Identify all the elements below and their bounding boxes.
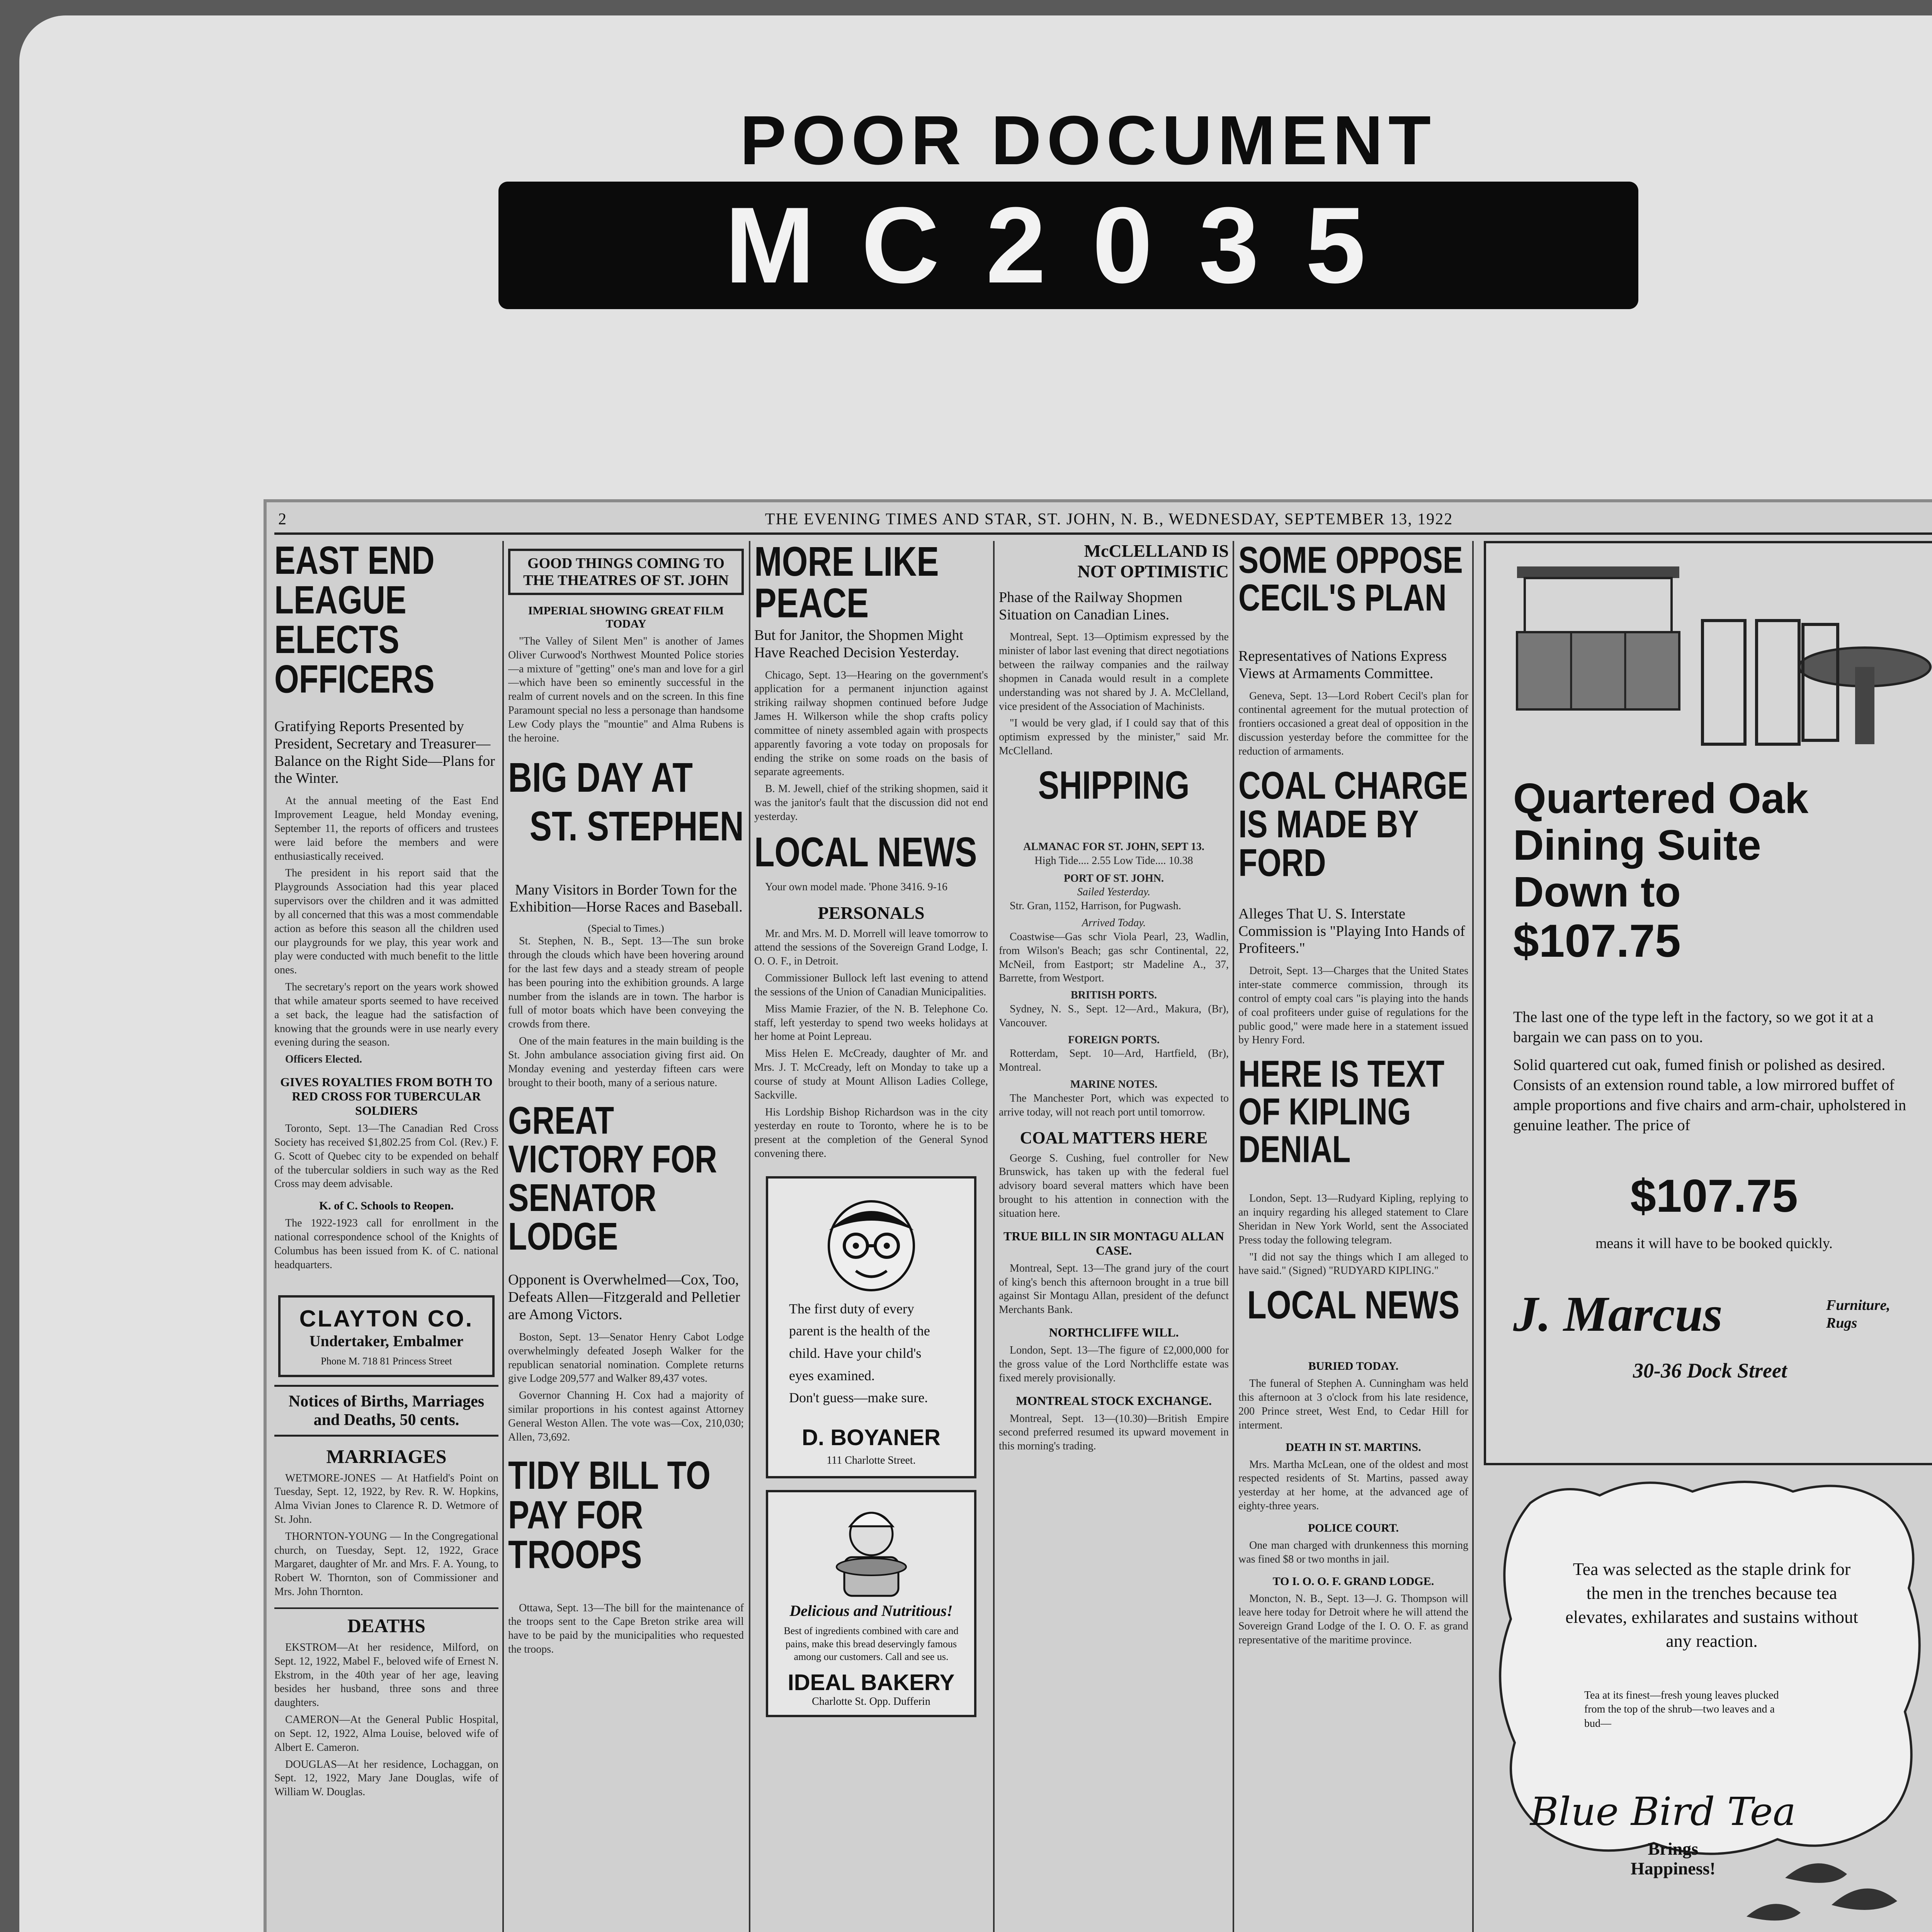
paragraph: One of the main features in the main building is the St. John ambulance association giving first aid. On Monday evening and yesterday fifteen cars were brought to their booth, many of a serious nature. [508,1035,744,1089]
paragraph: Sydney, N. S., Sept. 12—Ard., Makura, (Br), Vancouver. [999,1003,1229,1029]
headline-buried-today: BURIED TODAY. [1308,1360,1399,1373]
masthead [267,510,1932,529]
paragraph: Geneva, Sept. 13—Lord Robert Cecil's plan for continental agreement for the mutual protection of frontiers occasioned a great deal of opposition in the discussion yesterday before the committee for the reduction of armaments. [1238,690,1468,757]
headline-death-st-martins: DEATH IN ST. MARTINS. [1286,1440,1421,1454]
blue-bird-tea-ad [1484,1472,1932,1932]
column-rule [749,541,750,1932]
headline-big-day: BIG DAY AT [508,754,693,801]
bakery-text: Best of ingredients combined with care and pains, make this bread deservingly famous among our customers. Call and see us. [784,1625,959,1663]
tide-table: High Tide.... 2.55 Low Tide.... 10.38 [1034,854,1193,867]
paragraph: Detroit, Sept. 13—Charges that the United States inter-state commerce commission, through its control of empty coal cars "is playing into the hands of coal profiteers under guise of regulations for the public good," were made here in a statement issued by Henry Ford. [1238,965,1468,1046]
marcus-ad [1484,541,1932,1465]
tea-brand: Blue Bird Tea [1530,1789,1796,1834]
paragraph: Governor Channing H. Cox had a majority of similar proportions in his contest against Attorney General Weston Allen. The vote was—Cox, 210,030; Allen, 73,692. [508,1389,744,1443]
ideal-bakery-ad [766,1490,976,1717]
subheading: Officers Elected. [285,1053,362,1066]
title-line: Dining Suite [1513,821,1761,869]
paragraph: His Lordship Bishop Richardson was in the city yesterday en route to Toronto, where he is to be present at the completion of the General Synod convening there. [754,1106,988,1160]
reel-number: MC2035 [498,182,1638,309]
headline-kofc: K. of C. Schools to Reopen. [319,1199,454,1213]
deck-mcclelland: Phase of the Railway Shopmen Situation on Canadian Lines. [999,589,1182,623]
headline-tidy-bill: TIDY BILL TO PAY FOR TROOPS [508,1453,711,1577]
paragraph: At the annual meeting of the East End Improvement League, held Monday evening, September 11, the reports of officers and trustees were laid before the members and were enthusiastically received. [274,795,498,862]
headline-mcclelland [999,541,1229,582]
paragraph: Mrs. Martha McLean, one of the oldest and most respected residents of St. Martins, passed away yesterday at her home, at the advanced age of eighty-three years. [1238,1458,1468,1512]
marine-notes-heading: MARINE NOTES. [1070,1078,1158,1091]
marcus-category: Rugs [1826,1315,1857,1331]
marcus-price-2: $107.75 [1630,1170,1798,1222]
paragraph: London, Sept. 13—Rudyard Kipling, replying to an inquiry regarding his alleged statement to Clare Sheridan in New York World, sent the Associated Press today the following telegram. [1238,1192,1468,1246]
sailed-label: Sailed Yesterday. [1077,886,1151,898]
local-item: Your own model made. 'Phone 3416. 9-16 [765,881,947,893]
paragraph: The secretary's report on the years work showed that while amateur sports seemed to have received a set back, the league had the satisfaction of knowing that the grounds were in use nearly every evening during the season. [274,981,498,1049]
deck-cecil-plan: Representatives of Nations Express Views at Armaments Committee. [1238,648,1447,682]
headline-coal-matters: COAL MATTERS HERE [1020,1128,1208,1147]
death-notice: DOUGLAS—At her residence, Lochaggan, on Sept. 12, 1922, Mary Jane Douglas, wife of William W. Douglas. [274,1758,498,1798]
clayton-subtitle: Undertaker, Embalmer [309,1332,464,1350]
paragraph: "I would be very glad, if I could say that of this optimism expressed by the minister," said Mr. McClelland. [999,717,1229,757]
column-rule [993,541,995,1932]
death-notice: CAMERON—At the General Public Hospital, on Sept. 12, 1922, Alma Louise, beloved wife of Albert E. Cameron. [274,1714,498,1753]
almanac-heading: ALMANAC FOR ST. JOHN, SEPT 13. [1023,840,1204,853]
port-heading: PORT OF ST. JOHN. [1063,872,1164,884]
theatres-box-heading: GOOD THINGS COMING TO THE THEATRES OF ST. JOHN [508,549,744,595]
headline-line: NOT OPTIMISTIC [1077,561,1229,581]
paragraph: Montreal, Sept. 13—Optimism expressed by the minister of labor last evening that direct negotiations between the railway companies and the railway shopmen in Canada would result in a complete understanding was not shared by J. A. McClelland, vice president of the Association of Machinists. [999,631,1229,713]
headline-east-end-league: EAST END LEAGUE ELECTS OFFICERS [274,541,435,701]
notices-rate: Notices of Births, Marriages and Deaths, 50 cents. [274,1385,498,1437]
boyaner-line: parent is the health of the [789,1323,930,1339]
column-rule [1472,541,1474,1932]
paragraph: Toronto, Sept. 13—The Canadian Red Cross Society has received $1,802.25 from Col. (Rev.) F. G. Scott of Quebec city to be expended on behalf of the tubercular soldiers in such way as the Red Cross may deem advisable. [274,1122,498,1190]
clayton-ad [278,1295,495,1377]
imperial-heading: IMPERIAL SHOWING GREAT FILM TODAY [528,604,724,630]
paragraph: Miss Mamie Frazier, of the N. B. Telephone Co. staff, left yesterday to spend two weeks holidays at her home at Point Lepreau. [754,1003,988,1043]
paragraph: Chicago, Sept. 13—Hearing on the government's application for a permanent injunction against striking railway shopmen continued before Judge James H. Wilkerson while the shop crafts policy committee of ninety assembled again with prospects apparently favoring a vote today on proposals for ending the strike on some roads on the basis of separate agreements. [754,669,988,778]
paragraph: Montreal, Sept. 13—(10.30)—British Empire second preferred resumed its upward movement in this morning's trading. [999,1412,1229,1452]
marcus-category: Furniture, [1826,1297,1890,1313]
paragraph: Str. Gran, 1152, Harrison, for Pugwash. [1010,900,1181,912]
special-to-times: (Special to Times.) [588,923,664,934]
marcus-title [1513,775,1808,966]
paragraph: Coastwise—Gas schr Viola Pearl, 23, Wadlin, from Wilson's Beach; gas schr Continental, 22, McNeil, from Eastport; str Madeline A., 37, Barrette, from Westport. [999,930,1229,985]
bakery-address: Charlotte St. Opp. Dufferin [812,1696,930,1708]
tea-text: Tea was selected as the staple drink for the men in the trenches because tea elevates, exhilarates and sustains without any reaction. [1565,1559,1858,1651]
deaths-heading: DEATHS [274,1607,498,1637]
newspaper-page [267,502,1932,1932]
column-3 [754,541,988,1932]
deck-lodge-victory: Opponent is Overwhelmed—Cox, Too, Defeats Allen—Fitzgerald and Pelletier are Among Victors. [508,1272,740,1323]
headline-northcliffe: NORTHCLIFFE WILL. [1049,1325,1179,1340]
headline-local-news-2: LOCAL NEWS [1247,1283,1460,1327]
boyaner-address: 111 Charlotte Street. [827,1454,916,1466]
tea-small-text: Tea at its finest—fresh young leaves plucked from the top of the shrub—two leaves and a bud— [1584,1689,1779,1730]
headline-shipping: SHIPPING [1038,763,1190,808]
arrived-label: Arrived Today. [1082,917,1146,929]
marcus-paragraph: Solid quartered cut oak, fumed finish or polished as desired. Consists of an extension round table, a low mirrored buffet of ample proportions and five chairs and arm-chair, upholstered in genuine leather. The price of [1513,1056,1906,1134]
bakery-tagline: Delicious and Nutritious! [789,1602,953,1619]
marcus-paragraph: The last one of the type left in the factory, so we got it at a bargain we can pass on to you. [1513,1008,1874,1046]
paragraph: Boston, Sept. 13—Senator Henry Cabot Lodge overwhelmingly defeated Joseph Walker for the republican senatorial nomination. Complete returns give Lodge 209,577 and Walker 89,437 votes. [508,1331,744,1385]
headline-police-court: POLICE COURT. [1308,1521,1399,1534]
paragraph: The 1922-1923 call for enrollment in the national correspondence school of the Knights of Columbus has been issued from K. of C. national headquarters. [274,1217,498,1271]
headline-local-news: LOCAL NEWS [754,829,977,876]
marcus-price: $107.75 [1513,915,1681,967]
boyaner-line: Don't guess—make sure. [789,1390,928,1406]
marcus-note: means it will have to be booked quickly. [1595,1235,1833,1252]
headline-kipling-denial: HERE IS TEXT OF KIPLING DENIAL [1238,1053,1445,1170]
paragraph: The funeral of Stephen A. Cunningham was held this afternoon at 3 o'clock from his late residence, 200 Prince street, West End, to Cedar Hill for interment. [1238,1378,1468,1431]
paragraph: London, Sept. 13—The figure of £2,000,000 for the gross value of the Lord Northcliffe estate was fixed merely provisionally. [999,1344,1229,1384]
boyaner-line: The first duty of every [789,1301,914,1316]
column-1 [274,541,498,1932]
deck-east-end-league: Gratifying Reports Presented by President, Secretary and Treasurer—Balance on the Right Side—Plans for the Winter. [274,718,495,787]
headline-royalties: GIVES ROYALTIES FROM BOTH TO RED CROSS FOR TUBERCULAR SOLDIERS [280,1075,493,1118]
marcus-categories [1826,1297,1890,1332]
paragraph: Miss Helen E. McCready, daughter of Mr. and Mrs. J. T. McCready, left on Monday to take up a course of study at Mount Allison Ladies College, Sackville. [754,1048,988,1101]
tea-tagline [1631,1839,1716,1878]
dining-suite-illustration [1494,551,1932,767]
paragraph: "I did not say the things which I am alleged to have said." (Signed) "RUDYARD KIPLING." [1238,1251,1468,1277]
british-ports-heading: BRITISH PORTS. [1070,989,1157,1002]
paragraph: Moncton, N. B., Sept. 13—J. G. Thompson will leave here today for Detroit where he will attend the Sovereign Grand Lodge of the I. O. O. F. as grand representative of the maritime province. [1238,1592,1468,1646]
bakery-name: IDEAL BAKERY [787,1670,955,1696]
boyaner-line: child. Have your child's [789,1345,922,1361]
headline-st-stephen: ST. STEPHEN [529,803,744,850]
paragraph: St. Stephen, N. B., Sept. 13—The sun broke through the clouds which have been hovering around for the last few days and a steady stream of people has been pouring into the exhibition grounds. A large number from the islands are in town. The harbor is full of motor boats which have been conveying the crowds from there. [508,935,744,1031]
boyaner-line: eyes examined. [789,1367,875,1383]
paragraph: Commissioner Bullock left last evening to attend the sessions of the Union of Canadian Municipalities. [754,972,988,998]
masthead-title: THE EVENING TIMES AND STAR, ST. JOHN, N. B., WEDNESDAY, SEPTEMBER 13, 1922 [765,510,1453,528]
marriages-heading: MARRIAGES [326,1445,447,1467]
headline-lodge-victory: GREAT VICTORY FOR SENATOR LODGE [508,1099,717,1258]
marcus-text [1513,1007,1915,1135]
clayton-address: Phone M. 718 81 Princess Street [321,1355,452,1367]
column-5 [1238,541,1468,1932]
masthead-rule [274,532,1932,535]
headline-more-like-peace: MORE LIKE PEACE [754,541,939,627]
boyaner-name: D. BOYANER [802,1425,940,1450]
paragraph: Mr. and Mrs. M. D. Morrell will leave tomorrow to attend the sessions of the Sovereign Grand Lodge, I. O. O. F., in Detroit. [754,927,988,968]
headline-stock-exchange: MONTREAL STOCK EXCHANGE. [1015,1393,1212,1408]
headline-ioof: TO I. O. O. F. GRAND LODGE. [1272,1575,1434,1588]
title-line: Quartered Oak [1513,775,1809,822]
paragraph: Rotterdam, Sept. 10—Ard, Hartfield, (Br), Montreal. [999,1048,1229,1074]
baker-illustration [813,1499,929,1600]
headline-coal-charge: COAL CHARGE IS MADE BY FORD [1238,764,1468,884]
column-2 [508,541,744,1932]
paragraph: B. M. Jewell, chief of the striking shopmen, said it was the janitor's fault that the discussion did not end yesterday. [754,783,988,823]
poor-document-label: POOR DOCUMENT [740,102,1436,179]
page-number: 2 [278,510,287,528]
marcus-name: J. Marcus [1513,1286,1723,1342]
column-4 [999,541,1229,1932]
paragraph: One man charged with drunkenness this morning was fined $8 or two months in jail. [1238,1539,1468,1565]
personals-heading: PERSONALS [818,903,925,923]
headline-cecil-plan: SOME OPPOSE CECIL'S PLAN [1238,541,1463,619]
headline-true-bill: TRUE BILL IN SIR MONTAGU ALLAN CASE. [1003,1229,1225,1257]
marriage-notice: THORNTON-YOUNG — In the Congregational church, on Tuesday, Sept. 12, 1922, Grace Margaret, daughter of Mr. and Mrs. F. A. Young, to Robert W. Thornton, son of Commissioner and Mrs. John Thornton. [274,1530,498,1598]
paragraph: Montreal, Sept. 13—The grand jury of the court of king's bench this afternoon brought in a true bill against Sir Montagu Allan, president of the defunct Merchants Bank. [999,1262,1229,1316]
death-notice: EKSTROM—At her residence, Milford, on Sept. 12, 1922, Mabel F., beloved wife of Ernest N. Ekstrom, in the 40th year of her age, leaving besides her husband, three sons and three daughters. [274,1641,498,1709]
tagline-line: Brings [1648,1839,1699,1859]
marcus-address: 30-36 Dock Street [1633,1359,1787,1382]
clayton-name: CLAYTON CO. [299,1305,474,1332]
boyaner-ad [766,1176,976,1478]
column-rule [1233,541,1234,1932]
paragraph: "The Valley of Silent Men" is another of James Oliver Curwood's Northwest Mounted Police stories—a mixture of "getting" one's man and love for a girl—which have been so eminently successful in the realm of current novels and on the screen. In this fine Paramount special no less a personage than handsome Lew Cody plays the "mountie" and Alma Rubens is the heroine. [508,635,744,744]
marriage-notice: WETMORE-JONES — At Hatfield's Point on Tuesday, Sept. 12, 1922, by Rev. R. W. Hopkins, Alma Vivian Jones to Clarence R. D. Wetmore of St. John. [274,1472,498,1526]
foreign-ports-heading: FOREIGN PORTS. [1068,1034,1160,1046]
deck-more-like-peace: But for Janitor, the Shopmen Might Have Reached Decision Yesterday. [754,627,963,661]
paragraph: George S. Cushing, fuel controller for New Brunswick, has taken up with the federal fuel advisory board several matters which have been brought to his attention in connection with the situation here. [999,1152,1229,1219]
article-east-end-league [274,794,498,1066]
deck-big-day: Many Visitors in Border Town for the Exhibition—Horse Races and Baseball. [509,881,743,915]
column-rule [502,541,504,1932]
tagline-line: Happiness! [1631,1858,1716,1878]
deck-coal-charge: Alleges That U. S. Interstate Commission is "Playing Into Hands of Profiteers." [1238,905,1465,957]
child-face-illustration [813,1188,929,1296]
title-line: Down to [1513,868,1681,916]
headline-line: McCLELLAND IS [1084,541,1229,561]
paragraph: Ottawa, Sept. 13—The bill for the maintenance of the troops sent to the Cape Breton strike area will have to be paid by the municipalities who requested the troops. [508,1602,744,1655]
paragraph: The Manchester Port, which was expected to arrive today, will not reach port until tomorrow. [999,1092,1229,1118]
boyaner-text [777,1298,965,1409]
paragraph: The president in his report said that the Playgrounds Association had this year placed supervisors over the children and it was admitted by all concerned that this was a most commendable action as before this season all the children used our playgrounds for we play, this year work and play were conducted with much benefit to the little ones. [274,867,498,976]
